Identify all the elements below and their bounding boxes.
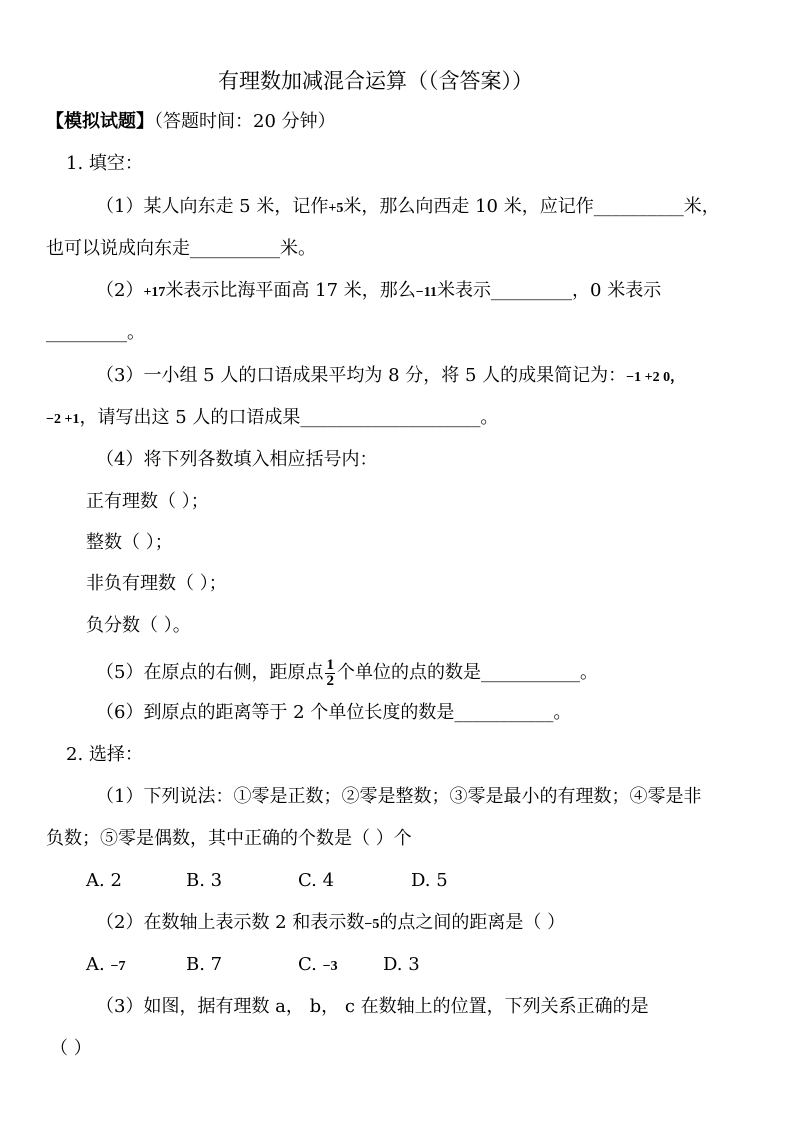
q1-p2-line2: _________。	[46, 322, 145, 343]
option-d: D. 5	[411, 870, 448, 891]
q1-p3-text-b: ，请写出这 5 人的口语成果____________________。	[79, 407, 499, 428]
q1-p5	[96, 656, 598, 690]
fraction-denominator: 2	[326, 672, 334, 689]
option-a	[86, 953, 125, 977]
q2-p3-line1: （3）如图，据有理数 a， b， c 在数轴上的位置，下列关系正确的是	[96, 996, 649, 1017]
q2-p2-text-b: 的点之间的距离是（ ）	[379, 912, 566, 933]
scores-part1: −1 +2 0，	[626, 370, 685, 385]
q1-p2-text-a: （2）	[96, 280, 144, 301]
q1-p2-text-c: 米表示_________，0 米表示	[437, 280, 662, 301]
q1-p1-line2: 也可以说成向东走__________米。	[46, 238, 316, 259]
q1-p6: （6）到原点的距离等于 2 个单位长度的数是___________。	[96, 702, 572, 723]
q2-heading: 2. 选择：	[66, 744, 143, 765]
category-integers: 整数（ ）；	[86, 532, 173, 553]
q1-p3-line2	[46, 406, 498, 430]
option-b: B. 7	[186, 954, 223, 975]
q1-p2-text-b: 米表示比海平面高 17 米，那么	[165, 280, 416, 301]
fraction-one-half	[325, 658, 335, 689]
q1-heading: 1. 填空：	[66, 153, 143, 174]
option-c: C. 4	[298, 870, 335, 891]
option-a: A. 2	[86, 870, 122, 891]
math-minus5: −5	[364, 917, 380, 932]
math-minus11: −11	[415, 285, 438, 300]
option-b: B. 3	[186, 870, 223, 891]
q1-p1-line1	[96, 195, 720, 219]
category-positive-rational: 正有理数（ ）；	[86, 491, 209, 512]
math-plus17: +17	[143, 285, 166, 300]
q2-p3-line2: （ ）	[50, 1038, 92, 1059]
category-nonnegative-rational: 非负有理数（ ）；	[86, 573, 227, 594]
q1-p5-text-b: 个单位的点的数是___________。	[336, 662, 598, 683]
time-note: （答题时间：20 分钟）	[154, 111, 336, 132]
option-d: D. 3	[383, 954, 420, 975]
option-a-label: A.	[86, 954, 105, 975]
q2-p2-line1	[96, 911, 565, 935]
q2-p2-text-a: （2）在数轴上表示数 2 和表示数	[96, 912, 365, 933]
section-header	[46, 110, 336, 134]
q1-p2-line1	[96, 279, 661, 303]
scores-part2: −2 +1	[46, 412, 80, 427]
category-negative-fractions: 负分数（ ）。	[86, 615, 191, 636]
q1-p1-text-b: 米，那么向西走 10 米，应记作__________米，	[343, 196, 720, 217]
q1-p3-text-a: （3）一小组 5 人的口语成果平均为 8 分，将 5 人的成果简记为：	[96, 365, 627, 386]
option-c	[298, 953, 338, 977]
section-label: 【模拟试题】	[46, 111, 154, 132]
q2-p1-line2: 负数；⑤零是偶数，其中正确的个数是（ ）个	[46, 828, 412, 849]
q1-p1-text-a: （1）某人向东走 5 米，记作	[96, 196, 329, 217]
option-c-label: C.	[298, 954, 317, 975]
page-title: 有理数加减混合运算（（含答案））	[218, 69, 533, 93]
fraction-numerator: 1	[326, 656, 334, 673]
q1-p3-line1	[96, 364, 684, 388]
q2-p1-line1: （1）下列说法：①零是正数；②零是整数；③零是最小的有理数；④零是非	[96, 786, 702, 807]
option-a-value: −7	[110, 959, 126, 974]
q1-p4-intro: （4）将下列各数填入相应括号内：	[96, 449, 378, 470]
option-c-value: −3	[322, 959, 338, 974]
q1-p5-text-a: （5）在原点的右侧，距原点	[96, 662, 324, 683]
math-plus5: +5	[328, 201, 344, 216]
